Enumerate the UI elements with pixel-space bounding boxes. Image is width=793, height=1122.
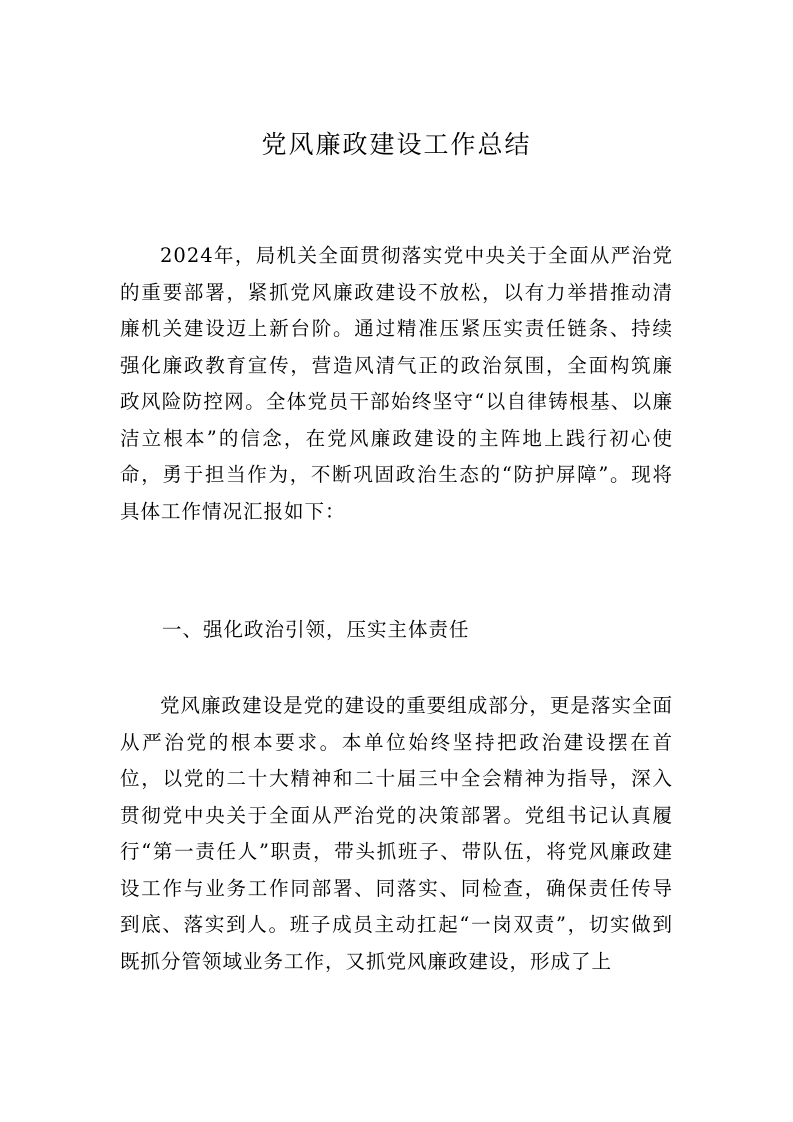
section-heading: 一、强化政治引领，压实主体责任 — [162, 618, 470, 641]
document-title: 党风廉政建设工作总结 — [261, 130, 532, 159]
intro-paragraph: 2024年，局机关全面贯彻落实党中央关于全面从严治党的重要部署，紧抓党风廉政建设不放松，以有力举措推动清廉机关建设迈上新台阶。通过精准压紧压实责任链条、持续强化廉政教育宣传，营造风清气正的政治氛围，全面构筑廉政风险防控网。全体党员干部始终坚守“以自律铸根基、以廉洁立根本”的信念，在党风廉政建设的主阵地上践行初心使命，勇于担当作为，不断巩固政治生态的“防护屏障”。现将具体工作情况汇报如下： — [120, 244, 673, 523]
section-paragraph: 党风廉政建设是党的建设的重要组成部分，更是落实全面从严治党的根本要求。本单位始终坚持把政治建设摆在首位，以党的二十大精神和二十届三中全会精神为指导，深入贯彻党中央关于全面从严治党的决策部署。党组书记认真履行“第一责任人”职责，带头抓班子、带队伍，将党风廉政建设工作与业务工作同部署、同落实、同检查，确保责任传导到底、落实到人。班子成员主动扛起“一岗双责”，切实做到既抓分管领域业务工作，又抓党风廉政建设，形成了上 — [120, 694, 673, 973]
